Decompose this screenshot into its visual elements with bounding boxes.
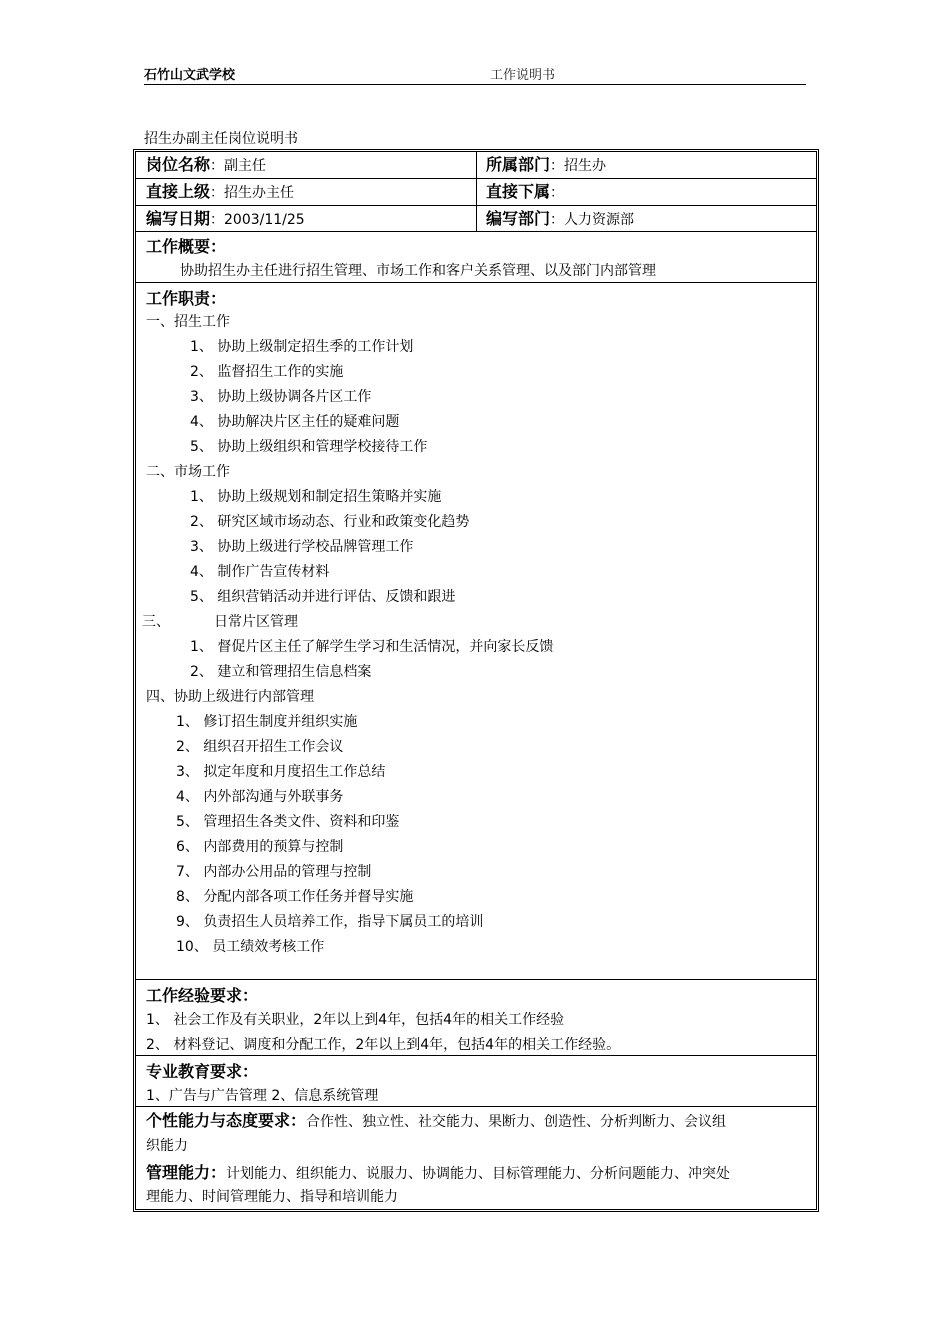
list-item: 8、 分配内部各项工作任务并督导实施 — [176, 889, 414, 905]
section-title: 二、市场工作 — [146, 464, 230, 480]
section-title: 一、招生工作 — [146, 314, 230, 330]
summary-section — [136, 232, 816, 283]
info-row-date — [136, 206, 816, 232]
superior-value: 招生办主任 — [224, 185, 295, 201]
list-item: 2、 监督招生工作的实施 — [190, 364, 344, 380]
list-item: 3、 协助上级进行学校品牌管理工作 — [190, 539, 414, 555]
list-item: 2、 建立和管理招生信息档案 — [190, 664, 372, 680]
list-item: 10、 员工绩效考核工作 — [176, 939, 325, 955]
list-item: 2、 研究区域市场动态、行业和政策变化趋势 — [190, 514, 470, 530]
writer-dept-cell: 编写部门：人力资源部 — [486, 209, 635, 228]
list-item: 6、 内部费用的预算与控制 — [176, 839, 344, 855]
document-type: 工作说明书 — [490, 68, 556, 83]
experience-section — [136, 980, 816, 1056]
list-item: 5、 管理招生各类文件、资料和印鉴 — [176, 814, 400, 830]
list-item: 1、 社会工作及有关职业，2年以上到4年，包括4年的相关工作经验 — [146, 1012, 565, 1028]
list-item: 1、 修订招生制度并组织实施 — [176, 714, 358, 730]
section-title: 四、协助上级进行内部管理 — [146, 689, 314, 705]
school-name: 石竹山文武学校 — [144, 68, 236, 83]
writer-dept-label: 编写部门 — [486, 209, 551, 228]
superior-label: 直接上级 — [146, 182, 211, 201]
subordinate-label: 直接下属 — [486, 182, 551, 201]
list-item: 5、 组织营销活动并进行评估、反馈和跟进 — [190, 589, 456, 605]
page-header — [144, 64, 806, 85]
position-label: 岗位名称 — [146, 155, 211, 174]
info-row-position — [136, 152, 816, 179]
section-title-text: 日常片区管理 — [214, 614, 298, 630]
list-item: 4、 制作广告宣传材料 — [190, 564, 330, 580]
list-item: 3、 协助上级协调各片区工作 — [190, 389, 372, 405]
dept-label: 所属部门 — [486, 155, 551, 174]
list-item: 1、 督促片区主任了解学生学习和生活情况，并向家长反馈 — [190, 639, 554, 655]
personality-text: 合作性、独立性、社交能力、果断力、创造性、分析判断力、会议组 — [306, 1114, 727, 1130]
subordinate-cell: 直接下属： — [486, 182, 565, 201]
date-cell: 编写日期：2003/11/25 — [146, 209, 305, 228]
education-section — [136, 1056, 816, 1107]
list-item: 4、 内外部沟通与外联事务 — [176, 789, 344, 805]
position-value: 副主任 — [224, 158, 267, 174]
list-item: 7、 内部办公用品的管理与控制 — [176, 864, 372, 880]
education-label: 专业教育要求： — [146, 1062, 259, 1081]
duties-label: 工作职责： — [146, 289, 227, 308]
experience-label: 工作经验要求： — [146, 986, 259, 1005]
list-item: 3、 拟定年度和月度招生工作总结 — [176, 764, 386, 780]
management-text: 计划能力、组织能力、说服力、协调能力、目标管理能力、分析问题能力、冲突处 — [226, 1166, 731, 1182]
position-cell: 岗位名称：副主任 — [146, 155, 267, 174]
personality-label: 个性能力与态度要求： — [146, 1111, 307, 1130]
dept-value: 招生办 — [564, 158, 607, 174]
superior-cell: 直接上级：招生办主任 — [146, 182, 295, 201]
date-label: 编写日期 — [146, 209, 211, 228]
personality-line2: 织能力 — [146, 1138, 188, 1154]
duties-section — [136, 283, 816, 980]
writer-dept-value: 人力资源部 — [564, 212, 635, 228]
personality-line1 — [146, 1108, 726, 1131]
list-item: 1、 协助上级制定招生季的工作计划 — [190, 339, 414, 355]
dept-cell: 所属部门：招生办 — [486, 155, 607, 174]
management-line2: 理能力、时间管理能力、指导和培训能力 — [146, 1189, 398, 1205]
info-row-superior — [136, 179, 816, 206]
ability-section — [136, 1107, 816, 1209]
summary-label: 工作概要： — [146, 237, 227, 256]
date-value: 2003/11/25 — [224, 212, 305, 228]
list-item: 1、 协助上级规划和制定招生策略并实施 — [190, 489, 442, 505]
management-line1 — [146, 1160, 730, 1183]
job-description-table — [133, 149, 819, 1212]
summary-text: 协助招生办主任进行招生管理、市场工作和客户关系管理、以及部门内部管理 — [180, 263, 656, 279]
list-item: 2、 组织召开招生工作会议 — [176, 739, 344, 755]
management-label: 管理能力： — [146, 1163, 227, 1182]
list-item: 2、 材料登记、调度和分配工作，2年以上到4年，包括4年的相关工作经验。 — [146, 1037, 621, 1053]
section-title-number: 三、 — [142, 614, 170, 630]
education-text: 1、广告与广告管理 2、信息系统管理 — [146, 1088, 379, 1104]
list-item: 9、 负责招生人员培养工作，指导下属员工的培训 — [176, 914, 484, 930]
list-item: 4、 协助解决片区主任的疑难问题 — [190, 414, 400, 430]
list-item: 5、 协助上级组织和管理学校接待工作 — [190, 439, 428, 455]
document-title: 招生办副主任岗位说明书 — [144, 131, 298, 147]
